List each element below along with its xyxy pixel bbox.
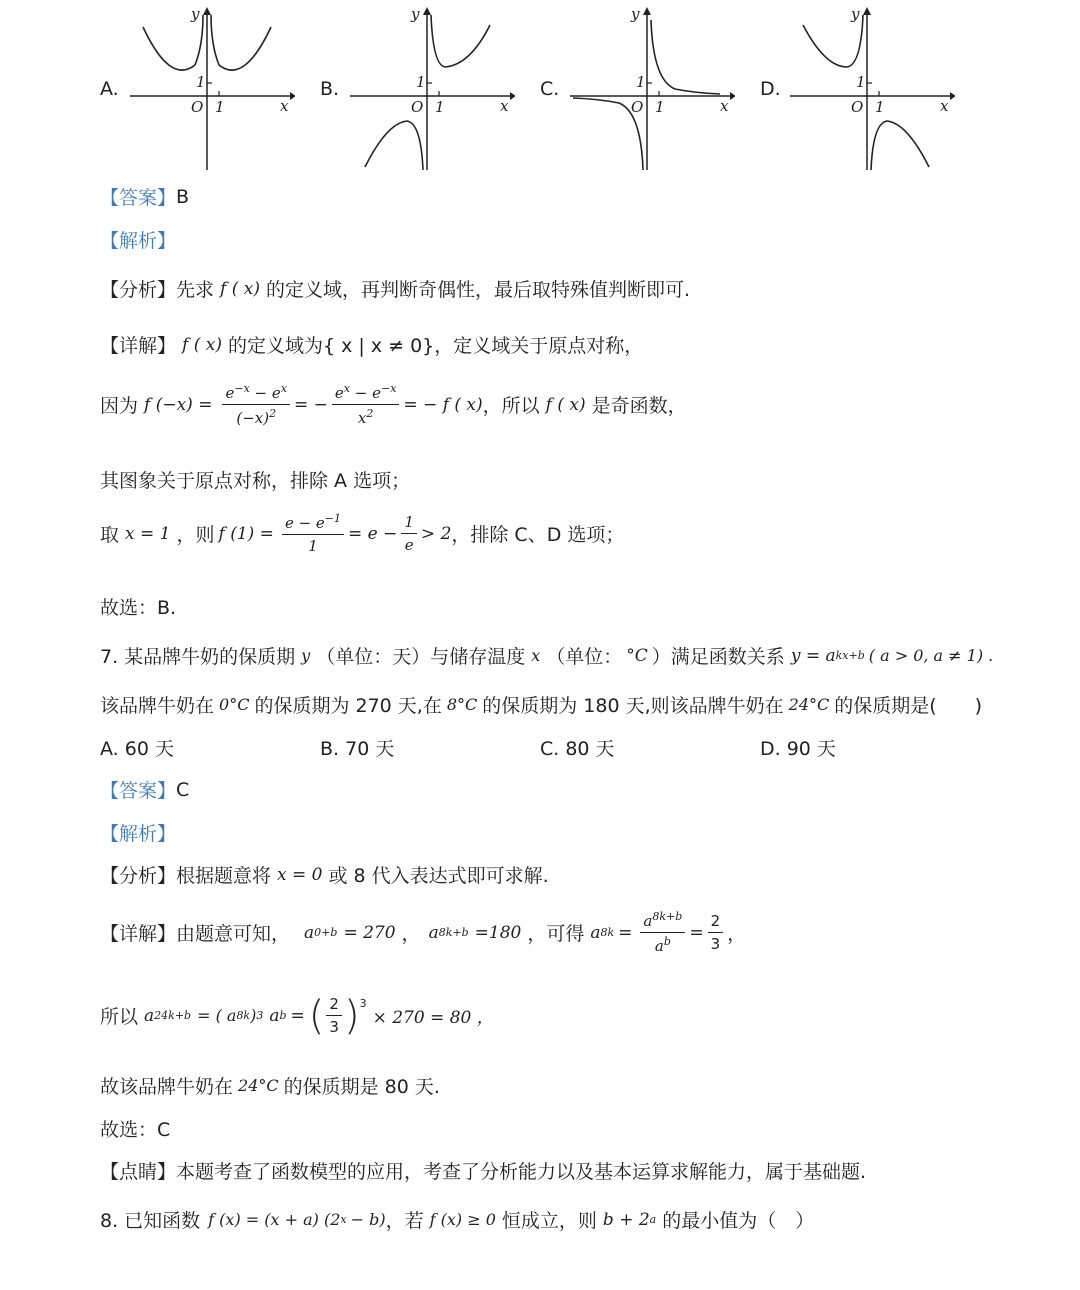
graph-b [345,5,515,173]
answer-value: C [176,778,190,801]
text: 因为 [100,395,139,417]
graph-c-x-label: x [720,97,729,115]
math: b + 2 [602,1209,650,1230]
graph-d-tick-x: 1 [875,98,885,116]
graph-d-x-label: x [940,97,949,115]
fraction: $\frac{e - e^{-1}}{1}$ [282,512,344,555]
graph-b-tick-y: 1 [416,73,426,91]
xiangjie-text: 的定义域为{ x | x ≠ 0}，定义域关于原点对称， [227,335,644,357]
math: 0°C [219,695,250,714]
q7-fenxi-line: 【分析】 根据题意将 x = 0 或 8 代入表达式即可求解. [100,864,549,887]
q7-xiangjie-line2: 所以 a 24k+b = ( a 8k ) 3 a b = ( $\frac{2}{3}$ ) $^3$ × 270 = 80 ， [100,992,494,1039]
q7-analysis-line [100,819,176,846]
q7-stem-line2: 该品牌牛奶在 0°C 的保质期为 270 天,在 8°C 的保质期为 180 天,则该品牌牛奶在 24°C 的保质期是( ) [100,695,983,717]
fx-expr: f ( x) [545,394,586,415]
xiangjie-tag: 【详解】 [100,335,177,357]
q6-xiangjie-line4 [100,512,624,555]
graph-b-tick-x: 1 [435,98,445,116]
q7-answer-line [100,776,189,803]
q6-xiangjie-line2 [100,382,687,427]
text: 其图象关于原点对称，排除 A 选项； [100,470,411,492]
q6-conclusion: 故选：B. [100,597,177,619]
q7-conclusion: 故选：C [100,1119,171,1141]
graph-a-y-label: y [191,5,200,23]
text: ，所以 [482,395,540,417]
graph-a-origin: O [191,98,204,116]
graph-b-y-label: y [411,5,420,23]
q7-xiangjie-line3: 故该品牌牛奶在 24°C 的保质期是 80 天. [100,1076,440,1098]
fraction: $\frac{1}{e}$ [401,513,417,554]
math: = − [293,394,328,415]
graph-c [565,5,735,173]
fraction: $\frac{e^{-x} - e^x}{(-x)^2}$ [222,382,290,427]
q7-option-c[interactable]: C. 80 天 [540,738,615,760]
math: f (1) = [218,523,274,544]
q6-fenxi-line [100,275,690,302]
graph-b-origin: O [411,98,424,116]
math: f (−x) = [144,394,213,415]
q7-dianjing: 【点睛】 本题考查了函数模型的应用，考查了分析能力以及基本运算求解能力，属于基础题. [100,1161,867,1183]
math: = − f ( x) [403,394,483,415]
graph-d-y-label: y [851,5,860,23]
text: ，则 [176,524,215,546]
graph-a-tick-x: 1 [215,98,225,116]
text: 取 [100,524,120,546]
q7-option-a[interactable]: A. 60 天 [100,738,174,760]
answer-value: B [176,185,190,208]
graph-label-c: C. [540,78,560,100]
math: ( a > 0, a ≠ 1) . [868,646,994,665]
math: = e − [348,523,398,544]
q8-stem: 8. 已知函数 f (x) = (x + a) (2 x − b) ，若 f (x) ≥ 0 恒成立，则 b + 2 a 的最小值为（ ） [100,1209,815,1232]
math: y = a [790,645,836,666]
text: 是奇函数， [591,395,687,417]
math: 8°C [446,695,478,714]
graph-c-tick-y: 1 [636,73,646,91]
graph-a-tick-y: 1 [196,73,206,91]
math: > 2 [420,523,452,544]
graph-label-d: D. [760,78,781,100]
math: 24°C [788,695,830,714]
math: f (x) ≥ 0 [429,1210,496,1229]
graph-label-b: B. [320,78,340,100]
q6-xiangjie-line1 [100,331,643,358]
q7-stem-line1: 7. 某品牌牛奶的保质期 y （单位：天）与储存温度 x （单位： °C ）满足函数关系 y = a kx+b ( a > 0, a ≠ 1) . [100,645,994,668]
q6-answer-line [100,183,189,210]
graph-c-origin: O [631,98,644,116]
graph-c-tick-x: 1 [655,98,665,116]
graph-b-x-label: x [500,97,509,115]
fenxi-tag: 【分析】 [100,279,177,301]
math: x = 0 [277,864,323,885]
q7-option-d[interactable]: D. 90 天 [760,738,836,760]
fx-expr: f ( x) [220,278,260,299]
graph-a [125,5,295,173]
fraction: $\frac{2}{3}$ [326,995,342,1036]
fenxi-text-a: 先求 [176,279,215,301]
math: 24°C [238,1076,279,1095]
graph-d-tick-y: 1 [856,73,866,91]
q7-xiangjie-line1: 【详解】 由题意可知， a 0+b = 270 ， a 8k+b =180 ，可得 a 8k = $\frac{a^{8k+b}}{a^b}$ = $\frac{2}{3}$ ， [100,910,747,955]
graph-label-a: A. [100,78,119,100]
math: °C [626,645,648,666]
q6-analysis-line [100,226,176,253]
graph-d [785,5,955,173]
fx-expr: f ( x) [182,334,222,355]
fraction: $\frac{2}{3}$ [708,912,724,953]
fraction: $\frac{a^{8k+b}}{a^b}$ [640,910,685,955]
math: x [531,646,541,665]
answer-tag: 【答案】 [100,780,177,802]
analysis-tag: 【解析】 [100,823,177,845]
analysis-tag: 【解析】 [100,230,177,252]
math: y [301,646,311,665]
q7-option-b[interactable]: B. 70 天 [320,738,395,760]
math: f (x) = (x + a) (2 [208,1210,341,1229]
math: x = 1 [125,523,171,544]
fraction: $\frac{e^x - e^{-x}}{x^2}$ [332,382,400,427]
graph-c-y-label: y [631,5,640,23]
q6-xiangjie-line3 [100,466,410,493]
text: ，排除 C、D 选项； [451,524,625,546]
answer-tag: 【答案】 [100,187,177,209]
fenxi-text-b: 的定义域，再判断奇偶性，最后取特殊值判断即可. [265,279,691,301]
graph-a-x-label: x [280,97,289,115]
graph-d-origin: O [851,98,864,116]
